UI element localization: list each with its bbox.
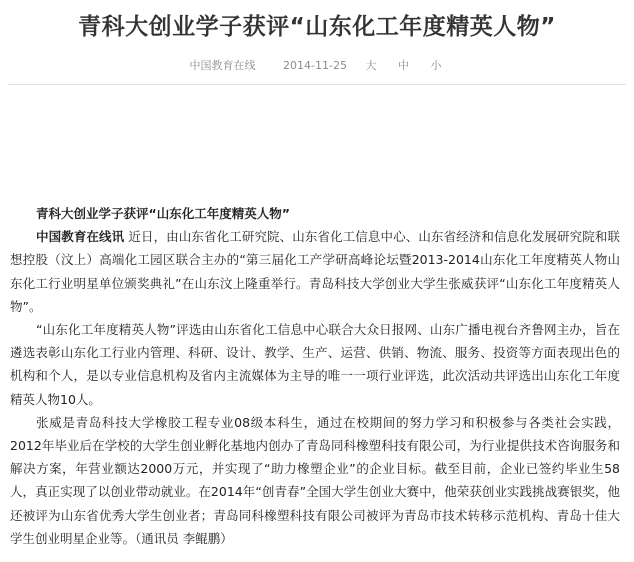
header-divider bbox=[8, 84, 626, 85]
article-paragraph-3: 张威是青岛科技大学橡胶工程专业08级本科生，通过在校期间的努力学习和积极参与各类社会实践，2012年毕业后在学校的大学生创业孵化基地内创办了青岛同科橡塑科技有限公司，为行业提供技术咨询服务和解决方案，年营业额达2000万元，并实现了“助力橡塑企业”的企业目标。截至目前，企业已签约毕业生58人，真正实现了以创业带动就业。在2014年“创青春”全国大学生创业大赛中，他荣获创业实践挑战赛银奖，他还被评为山东省优秀大学生创业者；青岛同科橡塑科技有限公司被评为青岛市技术转移示范机构、青岛十佳大学生创业明星企业等。（通讯员 李鲲鹏） bbox=[10, 414, 620, 546]
article-body bbox=[10, 202, 620, 550]
article-paragraph-1 bbox=[10, 225, 620, 318]
article-meta bbox=[0, 57, 634, 73]
publish-date: 2014-11-25 bbox=[283, 59, 347, 72]
byline: 中国教育在线讯 bbox=[36, 229, 125, 245]
font-size-small-button[interactable]: 小 bbox=[430, 59, 442, 72]
paragraph-1-text: 近日，由山东省化工研究院、山东省化工信息中心、山东省经济和信息化发展研究院和联想控股（汶上）高端化工园区联合主办的“第三届化工产学研高峰论坛暨2013-2014山东化工年度精英人物山东化工行业明星单位颁奖典礼”在山东汶上隆重举行。青岛科技大学创业大学生张威获评“山东化工年度精英人物”。 bbox=[10, 229, 620, 314]
article-paragraph-2: “山东化工年度精英人物”评选由山东省化工信息中心联合大众日报网、山东广播电视台齐鲁网主办，旨在遴选表彰山东化工行业内管理、科研、设计、教学、生产、运营、供销、物流、服务、投资等方面表现出色的机构和个人，是以专业信息机构及省内主流媒体为主导的唯一一项行业评选，此次活动共评选出山东化工年度精英人物10人。 bbox=[10, 322, 620, 407]
source-label: 中国教育在线 bbox=[189, 59, 256, 72]
article-lead-title: 青科大创业学子获评“山东化工年度精英人物” bbox=[36, 206, 290, 221]
font-size-large-button[interactable]: 大 bbox=[365, 59, 377, 72]
page-title: 青科大创业学子获评“山东化工年度精英人物” bbox=[78, 14, 556, 40]
font-size-medium-button[interactable]: 中 bbox=[397, 59, 409, 72]
